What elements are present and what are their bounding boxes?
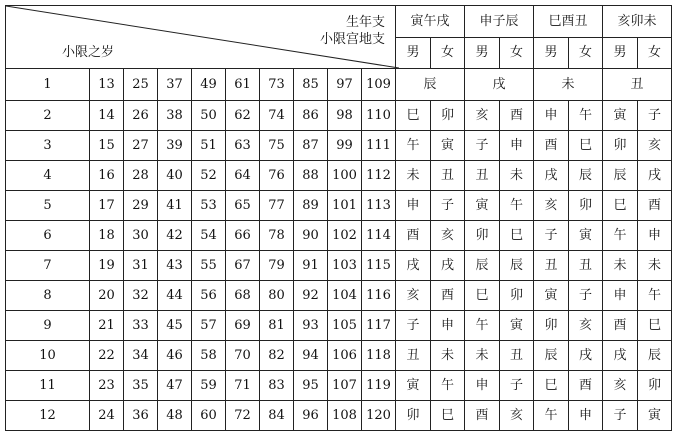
age-cell: 19 <box>90 251 124 281</box>
table-row <box>6 131 672 161</box>
age-cell: 110 <box>362 101 396 131</box>
age-cell: 75 <box>260 131 294 161</box>
age-cell: 42 <box>158 221 192 251</box>
age-cell: 83 <box>260 371 294 401</box>
palace-branch-cell: 丑 <box>431 161 465 191</box>
palace-branch-cell: 午 <box>500 191 534 221</box>
palace-branch-cell: 子 <box>500 371 534 401</box>
year-group-header: 申子辰 <box>465 6 534 38</box>
palace-branch-cell: 酉 <box>431 281 465 311</box>
palace-branch-cell: 酉 <box>465 401 500 431</box>
age-cell: 112 <box>362 161 396 191</box>
age-cell: 93 <box>294 311 328 341</box>
palace-branch-cell: 子 <box>431 191 465 221</box>
age-cell: 24 <box>90 401 124 431</box>
age-cell: 115 <box>362 251 396 281</box>
age-cell: 105 <box>328 311 362 341</box>
age-cell: 40 <box>158 161 192 191</box>
age-cell: 95 <box>294 371 328 401</box>
age-cell: 94 <box>294 341 328 371</box>
palace-branch-cell: 戌 <box>603 341 638 371</box>
age-cell: 87 <box>294 131 328 161</box>
palace-branch-cell: 辰 <box>603 161 638 191</box>
age-cell: 92 <box>294 281 328 311</box>
age-cell: 48 <box>158 401 192 431</box>
age-cell: 60 <box>192 401 226 431</box>
age-index-cell: 9 <box>6 311 90 341</box>
age-index-cell: 6 <box>6 221 90 251</box>
palace-branch-cell: 辰 <box>500 251 534 281</box>
age-cell: 74 <box>260 101 294 131</box>
palace-branch-cell: 卯 <box>534 311 569 341</box>
age-cell: 96 <box>294 401 328 431</box>
age-cell: 54 <box>192 221 226 251</box>
table-row <box>6 161 672 191</box>
palace-branch-cell: 卯 <box>396 401 431 431</box>
palace-branch-cell: 巳 <box>396 101 431 131</box>
age-cell: 32 <box>124 281 158 311</box>
age-cell: 65 <box>226 191 260 221</box>
age-cell: 84 <box>260 401 294 431</box>
age-cell: 30 <box>124 221 158 251</box>
palace-branch-cell: 戌 <box>534 161 569 191</box>
palace-branch-cell: 午 <box>638 281 672 311</box>
age-cell: 108 <box>328 401 362 431</box>
age-cell: 20 <box>90 281 124 311</box>
palace-branch-cell: 酉 <box>569 371 603 401</box>
age-cell: 106 <box>328 341 362 371</box>
age-index-cell: 12 <box>6 401 90 431</box>
palace-branch-cell: 未 <box>603 251 638 281</box>
age-cell: 90 <box>294 221 328 251</box>
age-cell: 72 <box>226 401 260 431</box>
age-cell: 22 <box>90 341 124 371</box>
age-cell: 15 <box>90 131 124 161</box>
palace-branch-cell: 亥 <box>431 221 465 251</box>
age-cell: 28 <box>124 161 158 191</box>
age-cell: 100 <box>328 161 362 191</box>
gender-female-header: 女 <box>500 38 534 69</box>
age-cell: 37 <box>158 69 192 101</box>
age-cell: 34 <box>124 341 158 371</box>
palace-branch-cell: 卯 <box>603 131 638 161</box>
age-cell: 89 <box>294 191 328 221</box>
corner-label-palace-branch: 小限宫地支 <box>319 32 385 47</box>
palace-branch-cell: 酉 <box>500 101 534 131</box>
age-cell: 29 <box>124 191 158 221</box>
age-cell: 44 <box>158 281 192 311</box>
palace-branch-cell: 亥 <box>465 101 500 131</box>
age-cell: 51 <box>192 131 226 161</box>
age-cell: 79 <box>260 251 294 281</box>
age-cell: 104 <box>328 281 362 311</box>
age-cell: 113 <box>362 191 396 221</box>
age-cell: 85 <box>294 69 328 101</box>
age-cell: 88 <box>294 161 328 191</box>
palace-branch-cell: 亥 <box>603 371 638 401</box>
age-cell: 97 <box>328 69 362 101</box>
age-cell: 61 <box>226 69 260 101</box>
palace-branch-cell: 午 <box>465 311 500 341</box>
age-cell: 91 <box>294 251 328 281</box>
age-cell: 47 <box>158 371 192 401</box>
palace-branch-cell: 子 <box>534 221 569 251</box>
palace-branch-cell: 未 <box>638 251 672 281</box>
palace-branch-cell: 丑 <box>569 251 603 281</box>
age-cell: 46 <box>158 341 192 371</box>
palace-branch-cell: 子 <box>396 311 431 341</box>
age-cell: 21 <box>90 311 124 341</box>
age-index-cell: 1 <box>6 69 90 101</box>
age-cell: 117 <box>362 311 396 341</box>
palace-branch-cell: 卯 <box>500 281 534 311</box>
table-row <box>6 251 672 281</box>
palace-branch-cell: 辰 <box>396 69 465 101</box>
palace-branch-cell: 申 <box>500 131 534 161</box>
palace-branch-cell: 戌 <box>431 251 465 281</box>
age-cell: 111 <box>362 131 396 161</box>
age-cell: 120 <box>362 401 396 431</box>
palace-branch-cell: 亥 <box>396 281 431 311</box>
age-cell: 56 <box>192 281 226 311</box>
age-cell: 71 <box>226 371 260 401</box>
palace-branch-cell: 寅 <box>534 281 569 311</box>
palace-branch-cell: 未 <box>500 161 534 191</box>
age-cell: 17 <box>90 191 124 221</box>
age-cell: 14 <box>90 101 124 131</box>
age-cell: 45 <box>158 311 192 341</box>
palace-branch-cell: 午 <box>603 221 638 251</box>
age-cell: 38 <box>158 101 192 131</box>
age-cell: 62 <box>226 101 260 131</box>
palace-branch-cell: 子 <box>638 101 672 131</box>
palace-branch-cell: 巳 <box>500 221 534 251</box>
palace-branch-cell: 丑 <box>396 341 431 371</box>
age-cell: 49 <box>192 69 226 101</box>
table-row <box>6 311 672 341</box>
age-index-cell: 10 <box>6 341 90 371</box>
gender-female-header: 女 <box>569 38 603 69</box>
age-cell: 39 <box>158 131 192 161</box>
age-cell: 73 <box>260 69 294 101</box>
palace-branch-cell: 亥 <box>534 191 569 221</box>
palace-branch-cell: 卯 <box>569 191 603 221</box>
age-cell: 67 <box>226 251 260 281</box>
age-cell: 16 <box>90 161 124 191</box>
palace-branch-cell: 申 <box>396 191 431 221</box>
table-row <box>6 69 672 101</box>
palace-branch-cell: 亥 <box>569 311 603 341</box>
age-index-cell: 11 <box>6 371 90 401</box>
corner-header <box>6 6 396 69</box>
age-cell: 119 <box>362 371 396 401</box>
table-row <box>6 101 672 131</box>
age-cell: 107 <box>328 371 362 401</box>
palace-branch-cell: 子 <box>603 401 638 431</box>
palace-branch-cell: 巳 <box>569 131 603 161</box>
age-cell: 109 <box>362 69 396 101</box>
palace-branch-cell: 巳 <box>603 191 638 221</box>
palace-branch-cell: 午 <box>569 101 603 131</box>
palace-branch-cell: 丑 <box>465 161 500 191</box>
age-cell: 68 <box>226 281 260 311</box>
palace-branch-cell: 酉 <box>396 221 431 251</box>
palace-branch-cell: 子 <box>569 281 603 311</box>
palace-branch-cell: 寅 <box>500 311 534 341</box>
age-cell: 27 <box>124 131 158 161</box>
palace-branch-cell: 巳 <box>638 311 672 341</box>
age-cell: 99 <box>328 131 362 161</box>
age-cell: 98 <box>328 101 362 131</box>
palace-branch-cell: 巳 <box>534 371 569 401</box>
age-cell: 82 <box>260 341 294 371</box>
palace-branch-cell: 巳 <box>431 401 465 431</box>
age-cell: 31 <box>124 251 158 281</box>
palace-branch-cell: 申 <box>603 281 638 311</box>
xiaoxian-table <box>5 5 672 431</box>
year-group-header: 亥卯未 <box>603 6 672 38</box>
palace-branch-cell: 卯 <box>465 221 500 251</box>
xiaoxian-table-wrapper <box>5 5 672 431</box>
palace-branch-cell: 申 <box>431 311 465 341</box>
age-cell: 53 <box>192 191 226 221</box>
age-cell: 78 <box>260 221 294 251</box>
age-cell: 86 <box>294 101 328 131</box>
table-row <box>6 341 672 371</box>
age-cell: 13 <box>90 69 124 101</box>
palace-branch-cell: 丑 <box>603 69 672 101</box>
age-cell: 52 <box>192 161 226 191</box>
palace-branch-cell: 午 <box>396 131 431 161</box>
palace-branch-cell: 未 <box>534 69 603 101</box>
gender-female-header: 女 <box>431 38 465 69</box>
table-row <box>6 281 672 311</box>
table-row <box>6 191 672 221</box>
year-group-header: 巳酉丑 <box>534 6 603 38</box>
age-index-cell: 2 <box>6 101 90 131</box>
palace-branch-cell: 申 <box>638 221 672 251</box>
palace-branch-cell: 寅 <box>431 131 465 161</box>
palace-branch-cell: 酉 <box>534 131 569 161</box>
palace-branch-cell: 辰 <box>534 341 569 371</box>
palace-branch-cell: 申 <box>534 101 569 131</box>
palace-branch-cell: 申 <box>465 371 500 401</box>
palace-branch-cell: 酉 <box>603 311 638 341</box>
gender-male-header: 男 <box>534 38 569 69</box>
palace-branch-cell: 巳 <box>465 281 500 311</box>
age-cell: 41 <box>158 191 192 221</box>
age-cell: 80 <box>260 281 294 311</box>
palace-branch-cell: 申 <box>569 401 603 431</box>
gender-male-header: 男 <box>465 38 500 69</box>
gender-male-header: 男 <box>396 38 431 69</box>
palace-branch-cell: 亥 <box>638 131 672 161</box>
palace-branch-cell: 寅 <box>603 101 638 131</box>
palace-branch-cell: 卯 <box>431 101 465 131</box>
palace-branch-cell: 酉 <box>638 191 672 221</box>
palace-branch-cell: 戌 <box>465 69 534 101</box>
age-cell: 114 <box>362 221 396 251</box>
age-cell: 77 <box>260 191 294 221</box>
palace-branch-cell: 丑 <box>534 251 569 281</box>
age-cell: 25 <box>124 69 158 101</box>
age-cell: 58 <box>192 341 226 371</box>
age-cell: 118 <box>362 341 396 371</box>
age-cell: 69 <box>226 311 260 341</box>
age-index-cell: 3 <box>6 131 90 161</box>
palace-branch-cell: 未 <box>431 341 465 371</box>
age-cell: 36 <box>124 401 158 431</box>
age-cell: 76 <box>260 161 294 191</box>
age-index-cell: 5 <box>6 191 90 221</box>
gender-male-header: 男 <box>603 38 638 69</box>
palace-branch-cell: 寅 <box>569 221 603 251</box>
year-group-header: 寅午戌 <box>396 6 465 38</box>
age-cell: 26 <box>124 101 158 131</box>
palace-branch-cell: 寅 <box>638 401 672 431</box>
palace-branch-cell: 寅 <box>465 191 500 221</box>
age-cell: 81 <box>260 311 294 341</box>
age-index-cell: 7 <box>6 251 90 281</box>
palace-branch-cell: 丑 <box>500 341 534 371</box>
age-cell: 70 <box>226 341 260 371</box>
palace-branch-cell: 戌 <box>569 341 603 371</box>
age-cell: 43 <box>158 251 192 281</box>
palace-branch-cell: 未 <box>465 341 500 371</box>
age-cell: 57 <box>192 311 226 341</box>
palace-branch-cell: 辰 <box>638 341 672 371</box>
palace-branch-cell: 午 <box>534 401 569 431</box>
age-cell: 66 <box>226 221 260 251</box>
corner-label-age: 小限之岁 <box>62 45 115 60</box>
age-cell: 55 <box>192 251 226 281</box>
palace-branch-cell: 卯 <box>638 371 672 401</box>
age-cell: 102 <box>328 221 362 251</box>
palace-branch-cell: 辰 <box>465 251 500 281</box>
age-cell: 103 <box>328 251 362 281</box>
age-cell: 50 <box>192 101 226 131</box>
palace-branch-cell: 戌 <box>638 161 672 191</box>
age-cell: 23 <box>90 371 124 401</box>
age-cell: 63 <box>226 131 260 161</box>
table-row <box>6 371 672 401</box>
palace-branch-cell: 子 <box>465 131 500 161</box>
gender-female-header: 女 <box>638 38 672 69</box>
palace-branch-cell: 寅 <box>396 371 431 401</box>
age-index-cell: 8 <box>6 281 90 311</box>
age-cell: 59 <box>192 371 226 401</box>
corner-label-birth-year-branch: 生年支 <box>345 15 385 30</box>
age-cell: 35 <box>124 371 158 401</box>
age-cell: 33 <box>124 311 158 341</box>
palace-branch-cell: 辰 <box>569 161 603 191</box>
age-cell: 116 <box>362 281 396 311</box>
palace-branch-cell: 亥 <box>500 401 534 431</box>
palace-branch-cell: 未 <box>396 161 431 191</box>
palace-branch-cell: 戌 <box>396 251 431 281</box>
age-index-cell: 4 <box>6 161 90 191</box>
table-row <box>6 401 672 431</box>
table-row <box>6 221 672 251</box>
palace-branch-cell: 午 <box>431 371 465 401</box>
age-cell: 18 <box>90 221 124 251</box>
age-cell: 64 <box>226 161 260 191</box>
age-cell: 101 <box>328 191 362 221</box>
